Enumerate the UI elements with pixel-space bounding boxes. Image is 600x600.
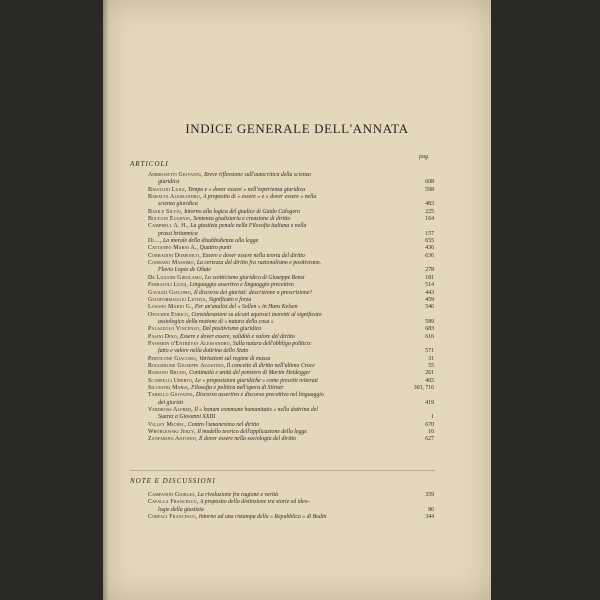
- entry-title: Per un'analisi del « Sollen » in Hans Kelsen: [194, 304, 298, 311]
- entry-line: [148, 223, 434, 230]
- entry-author: Bulygin Eugenio,: [148, 216, 192, 223]
- entry-line: [148, 334, 434, 341]
- index-entry: [148, 499, 434, 514]
- entry-title: La rivoluzione fra ragione e verità: [197, 492, 278, 498]
- entry-title: Tempo e « dover essere » nell'esperienza giuridica: [187, 186, 306, 193]
- entry-title-continued: logie della giustizia: [158, 506, 204, 513]
- entry-page-number: 670: [425, 421, 434, 428]
- entry-author: Gavazzi Giacomo,: [148, 289, 193, 296]
- index-entry: [148, 172, 434, 187]
- entry-page-number: 164: [425, 216, 434, 223]
- entry-page-number: 459: [425, 296, 434, 303]
- entry-line: [148, 385, 434, 392]
- index-entry: [148, 223, 434, 238]
- entry-author: Ambrosetti Giovanni,: [148, 172, 203, 178]
- entry-author: Zanfarino Antonio,: [148, 436, 198, 443]
- document-page: [103, 0, 491, 600]
- index-entry: [148, 378, 434, 385]
- index-entry: [148, 209, 434, 216]
- entry-author: Roggerone Giuseppe Agostino,: [148, 362, 226, 369]
- entry-line: [148, 363, 434, 370]
- entry-title: Linguaggio assertivo e linguaggio precettivo: [189, 282, 294, 289]
- entry-page-number: 465: [425, 377, 434, 384]
- entry-title-continued: scienza giuridica: [158, 201, 198, 208]
- index-entry: [148, 356, 434, 363]
- entry-title: Il discorso dei giuristi: descrizione o prescrizione?: [194, 289, 313, 296]
- entry-author: Ferrajoli Luigi,: [148, 282, 189, 289]
- entry-page-number: 55: [428, 362, 434, 369]
- entry-author: Pasini Dino,: [148, 333, 179, 340]
- entry-page-number: 436: [425, 245, 434, 252]
- index-entry: [148, 312, 434, 327]
- page-title: INDICE GENERALE DELL'ANNATA: [185, 121, 409, 136]
- entry-line: [148, 245, 434, 252]
- entry-page-number: 225: [425, 208, 434, 215]
- entry-title: La giustizia penale nella Filosofia italiana e nella: [190, 223, 307, 230]
- entry-title: Il dover essere nella sociologia del diritto: [199, 436, 297, 443]
- entry-page-number: 157: [425, 230, 434, 237]
- entry-page-number: 443: [425, 289, 434, 296]
- entry-page-number: 571: [425, 348, 434, 355]
- index-entry: [148, 385, 434, 392]
- entry-line: [148, 290, 434, 297]
- entry-page-number: 616: [425, 333, 434, 340]
- entry-author: Di…,: [148, 238, 162, 245]
- entry-page-number: 1: [431, 414, 434, 421]
- entry-author: Perticone Giacomo,: [148, 355, 198, 362]
- entry-line: [148, 282, 434, 289]
- entry-title: Lo scetticismo giuridico di Giuseppe Rensi: [204, 274, 305, 281]
- entry-author: Campbell A. H.,: [148, 223, 189, 230]
- entry-title: Continuità e unità del pensiero di Martin Heidegger: [189, 370, 311, 377]
- entry-author: Conrado Massimo,: [148, 260, 196, 267]
- entry-page-number: 589: [425, 318, 434, 325]
- index-entry: [148, 492, 434, 499]
- index-entry: [148, 260, 434, 275]
- index-entry: [148, 514, 434, 521]
- entry-page-number: 181: [425, 274, 434, 281]
- entry-page-number: 514: [425, 282, 434, 289]
- entry-title: Discorso assertivo e discorso precettivo nel linguaggio: [195, 392, 324, 399]
- entry-page-number: 546: [425, 304, 434, 311]
- entry-title: A proposito di « essere » e « dover essere » nella: [202, 194, 317, 201]
- entry-author: Villey Michel,: [148, 421, 187, 428]
- section-heading-note: NOTE E DISCUSSIONI: [130, 477, 216, 485]
- entry-title: Le « proposizioni giuridiche » come precetti reiterati: [195, 377, 318, 384]
- entry-title-continued: Suarez a Giovanni XXIII: [158, 414, 216, 421]
- index-entry: [148, 422, 434, 429]
- entry-title: Sulla natura dell'obbligo politico:: [232, 340, 312, 347]
- entry-line: [148, 370, 434, 377]
- entry-author: Basile Silvio,: [148, 208, 183, 215]
- section-heading-articoli: ARTICOLI: [130, 160, 169, 168]
- entry-line: [148, 499, 434, 506]
- entry-line: [148, 326, 434, 333]
- entry-title: Il modello teorico dell'applicazione della legge: [197, 429, 307, 436]
- index-entry: [148, 326, 434, 333]
- entry-page-number: 278: [425, 267, 434, 274]
- entry-title: Variazioni sul regime di massa: [199, 355, 271, 362]
- entry-title: Il concetto di diritto nell'ultimo Croce: [226, 362, 315, 369]
- index-entry: [148, 238, 434, 245]
- index-entry: [148, 429, 434, 436]
- entry-page-number: 655: [425, 238, 434, 245]
- entry-title: La certezza del diritto fra razionalismo e positivismo.: [196, 260, 322, 267]
- entry-line: [148, 297, 434, 304]
- index-entry: [148, 407, 434, 422]
- index-entry: [148, 187, 434, 194]
- entry-page-number: 683: [425, 326, 434, 333]
- index-entry: [148, 392, 434, 407]
- entry-title-continued: dei giuristi: [158, 399, 184, 406]
- entry-line: [148, 304, 434, 311]
- entry-title: Considerazioni su alcuni equivoci inerenti al significato: [191, 311, 322, 318]
- entry-title: Filosofia e politica nell'opera di Stirner: [191, 384, 284, 391]
- entry-title: Quattro punti: [199, 245, 232, 252]
- index-entry: [148, 275, 434, 282]
- entry-author: Gianformaggio Letizia,: [148, 296, 208, 303]
- entry-line: [148, 194, 434, 201]
- entry-line: [148, 514, 434, 521]
- entry-line: [148, 436, 434, 443]
- entry-author: Losano Mario G.,: [148, 304, 194, 311]
- index-entry: [148, 194, 434, 209]
- index-entry: [148, 245, 434, 252]
- entry-line: [148, 356, 434, 363]
- index-entry: [148, 370, 434, 377]
- index-entry: [148, 304, 434, 311]
- entry-line: [148, 392, 434, 399]
- entry-title-continued: Flavio Lopez de Oñate: [158, 267, 211, 274]
- entry-author: Silvestri Maria,: [148, 384, 190, 391]
- index-entry: [148, 290, 434, 297]
- section-divider: [130, 470, 435, 471]
- entry-title-continued: giuridica: [158, 179, 180, 186]
- entry-line: [148, 378, 434, 385]
- index-entry: [148, 436, 434, 443]
- entry-title: Essere e dover essere, validità e valore del diritto: [179, 333, 295, 340]
- entry-author: Scarpelli Uberto,: [148, 377, 194, 384]
- entry-line: [148, 238, 434, 245]
- entry-author: De Liguori Girolamo,: [148, 274, 204, 281]
- entry-line: [148, 275, 434, 282]
- entry-page-number: 261: [425, 370, 434, 377]
- entry-author: Corfaci Francesco,: [148, 514, 198, 521]
- entry-title: La morale della disubbidienza alla legge: [163, 238, 259, 245]
- entry-author: Opocher Enrico,: [148, 311, 190, 318]
- entry-page-number: 627: [425, 436, 434, 443]
- entry-page-number: 359: [425, 492, 434, 498]
- entry-title: Significato e forza: [208, 296, 252, 303]
- entry-title: Il « bonum commune humanitatis » nella dottrina del: [194, 407, 318, 413]
- entry-line: [148, 422, 434, 429]
- entry-author: Baratta Alessandro,: [148, 194, 202, 201]
- entry-line: [148, 209, 434, 216]
- entry-line: [148, 187, 434, 194]
- entry-page-number: 608: [425, 179, 434, 186]
- entry-author: Corradini Domenico,: [148, 252, 201, 259]
- entry-title: Intorno alla logica del giudice di Guido Calogero: [184, 208, 300, 215]
- index-entry: [148, 363, 434, 370]
- index-entry: [148, 334, 434, 341]
- entry-page-number: 10: [428, 429, 434, 436]
- entry-page-number: 483: [425, 201, 434, 208]
- entry-author: Passerin d'Entrèves Alessandro,: [148, 340, 232, 347]
- entry-page-number: 419: [425, 399, 434, 406]
- spine-shadow: [103, 0, 109, 600]
- entry-author: Wróblewski Jerzy,: [148, 429, 196, 436]
- entry-page-number: 31: [428, 355, 434, 362]
- entry-page-number: 86: [428, 506, 434, 513]
- entry-title: Contro l'umanesimo nel diritto: [187, 421, 260, 428]
- entry-page-number: 303, 716: [413, 384, 434, 391]
- entry-author: Verdross Alfred,: [148, 407, 193, 413]
- entry-title-continued: prassi britannica: [158, 230, 198, 237]
- entry-line: [148, 260, 434, 267]
- entry-author: Cattaneo Mario A.,: [148, 245, 199, 252]
- entry-line: [148, 407, 434, 414]
- index-entry: [148, 282, 434, 289]
- entry-title-continued: fatto e valore nella dottrina dello Stato: [158, 348, 249, 355]
- articoli-entry-list: [148, 172, 434, 444]
- entry-title: Intorno ad una ristampa della « Repubblica » di Bodin: [198, 514, 327, 521]
- entry-title: Breve riflessione sull'autocritica della scienza: [203, 172, 311, 178]
- page-column-label: pag.: [419, 154, 430, 160]
- entry-author: Palazzolo Vincenzo,: [148, 326, 201, 333]
- entry-page-number: 636: [425, 252, 434, 259]
- entry-author: Campanini Giorgio,: [148, 492, 197, 498]
- entry-line: [148, 312, 434, 319]
- entry-line: [148, 172, 434, 179]
- entry-title: Sentenza giudiziaria e creazione di diritto: [193, 216, 291, 223]
- entry-title: Del positivismo giuridico: [202, 326, 262, 333]
- entry-author: Cavalla Francesco,: [148, 499, 199, 506]
- index-entry: [148, 341, 434, 356]
- entry-author: Romano Bruno,: [148, 370, 188, 377]
- entry-title: A proposito della distinzione tra storie ed ideo-: [199, 499, 310, 506]
- entry-title-continued: assiologico della nozione di « natura della cosa »: [158, 318, 274, 325]
- entry-page-number: 598: [425, 186, 434, 193]
- entry-title: Essere e dover essere nella teoria del diritto: [202, 252, 305, 259]
- index-entry: [148, 297, 434, 304]
- entry-author: Tarello Giovanni,: [148, 392, 195, 399]
- entry-line: [148, 429, 434, 436]
- entry-page-number: 344: [425, 514, 434, 521]
- note-entry-list: [148, 492, 434, 521]
- entry-author: Bagolini Luigi,: [148, 186, 187, 193]
- entry-line: [148, 492, 434, 499]
